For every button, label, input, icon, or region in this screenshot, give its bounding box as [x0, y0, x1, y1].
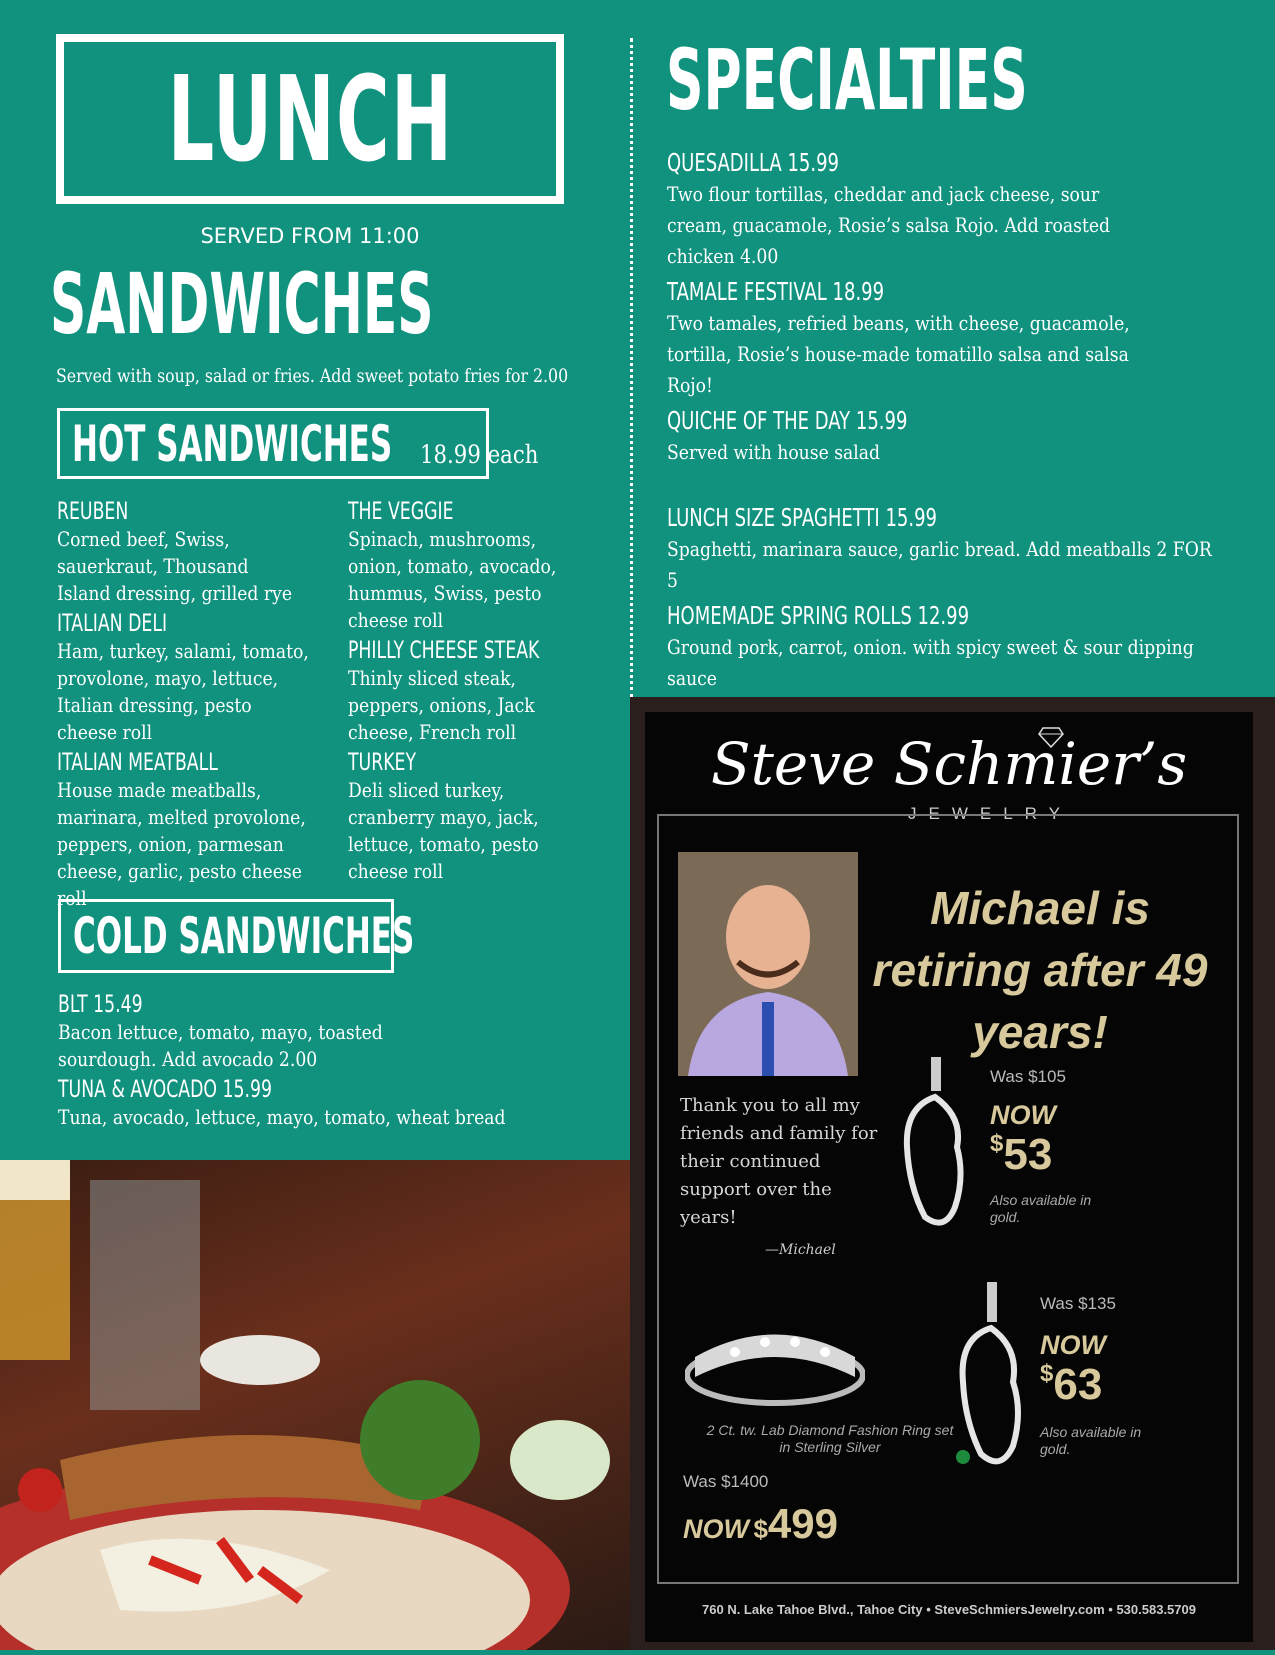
- food-photo: [0, 1160, 630, 1650]
- menu-item: [57, 748, 357, 912]
- portrait-illustration: [678, 852, 858, 1076]
- lunch-title: LUNCH: [167, 50, 453, 188]
- cold-sandwiches-header: [58, 899, 415, 973]
- specialty-name: TAMALE FESTIVAL 18.99: [667, 277, 885, 306]
- item-name: ITALIAN DELI: [57, 609, 168, 637]
- price-amount: 63: [1053, 1360, 1103, 1409]
- food-photo-illustration: [0, 1160, 630, 1650]
- ad-thank-you: Thank you to all my friends and family for their continued support over the years!: [680, 1095, 878, 1228]
- item-description: Ham, turkey, salami, tomato, provolone, mayo, lettuce, Italian dressing, pesto cheese roll: [57, 639, 309, 744]
- hot-sandwiches-title: HOT SANDWICHES: [72, 414, 393, 473]
- ring-now-price: [683, 1500, 838, 1548]
- item-name: PHILLY CHEESE STEAK: [348, 636, 540, 664]
- sandwiches-note: Served with soup, salad or fries. Add sweet potato fries for 2.00: [56, 365, 569, 387]
- lunch-title-box: [56, 34, 564, 204]
- specialty-description: Ground pork, carrot, onion. with spicy sweet & sour dipping sauce: [667, 635, 1194, 690]
- portrait-photo: [678, 852, 858, 1076]
- specialties-title: SPECIALTIES: [666, 31, 1028, 129]
- item-name: BLT 15.49: [58, 990, 143, 1018]
- item-name: TUNA & AVOCADO 15.99: [58, 1075, 273, 1103]
- hot-sandwiches-price: 18.99 each: [420, 440, 539, 469]
- cold-sandwiches-list: [58, 990, 618, 1133]
- offer2-was-price: Was $135: [1040, 1294, 1116, 1313]
- ad-brand: Steve Schmier’s: [710, 730, 1188, 798]
- offer1-now-price: [990, 1130, 1052, 1180]
- sandwiches-title: SANDWICHES: [50, 255, 434, 353]
- pendant-icon: [945, 1282, 1025, 1482]
- item-name: ITALIAN MEATBALL: [57, 748, 218, 776]
- offer2-now-label: NOW: [1040, 1330, 1106, 1360]
- currency-symbol: $: [753, 1514, 768, 1544]
- offer1-was-price: Was $105: [990, 1067, 1066, 1086]
- hot-sandwiches-right: [348, 497, 648, 887]
- item-name: THE VEGGIE: [348, 497, 454, 525]
- offer1-also-available: Also available in gold.: [990, 1192, 1092, 1225]
- specialty-description: Spaghetti, marinara sauce, garlic bread. Add meatballs 2 FOR 5: [667, 537, 1212, 592]
- hot-sandwiches-header: [57, 408, 539, 479]
- item-name: TURKEY: [348, 748, 417, 776]
- item-description: Thinly sliced steak, peppers, onions, Jack cheese, French roll: [348, 666, 535, 744]
- price-amount: 53: [1003, 1130, 1053, 1179]
- item-description: Tuna, avocado, lettuce, mayo, tomato, wheat bread: [58, 1105, 506, 1129]
- cold-sandwiches-title: COLD SANDWICHES: [73, 907, 415, 965]
- item-description: Deli sliced turkey, cranberry mayo, jack, lettuce, tomato, pesto cheese roll: [348, 778, 539, 883]
- specialty-item: [667, 276, 1227, 401]
- specialty-name: LUNCH SIZE SPAGHETTI 15.99: [667, 503, 937, 532]
- specialty-item: [667, 405, 1275, 468]
- specialty-description: Two flour tortillas, cheddar and jack cheese, sour cream, guacamole, Rosie’s salsa Rojo. Add roasted chicken 4.00: [667, 182, 1111, 268]
- specialty-item: [667, 502, 1275, 596]
- ad-footer: 760 N. Lake Tahoe Blvd., Tahoe City • SteveSchmiersJewelry.com • 530.583.5709: [702, 1602, 1196, 1617]
- menu-item: [57, 497, 357, 607]
- ring-now-label: NOW: [683, 1514, 749, 1544]
- hot-sandwiches-left: [57, 497, 357, 914]
- item-name: REUBEN: [57, 497, 129, 525]
- specialty-item: [667, 600, 1275, 694]
- menu-item: [58, 990, 618, 1073]
- currency-symbol: $: [990, 1130, 1004, 1157]
- pendant-icon: [895, 1057, 975, 1237]
- specialty-item: [667, 147, 1207, 272]
- specialty-name: QUESADILLA 15.99: [667, 148, 840, 177]
- item-description: Bacon lettuce, tomato, mayo, toasted sourdough. Add avocado 2.00: [58, 1020, 383, 1071]
- currency-symbol: $: [1040, 1360, 1054, 1387]
- specialty-description: Two tamales, refried beans, with cheese, guacamole, tortilla, Rosie’s house-made tomatillo salsa and salsa Rojo!: [667, 311, 1130, 397]
- specialty-name: HOMEMADE SPRING ROLLS 12.99: [667, 601, 970, 630]
- column-divider: [630, 38, 633, 698]
- diamond-ring-icon: [685, 1317, 865, 1407]
- menu-item: [57, 609, 357, 746]
- menu-item: [348, 497, 648, 634]
- menu-item: [58, 1075, 618, 1131]
- price-amount: 499: [767, 1500, 838, 1547]
- menu-item: [348, 748, 648, 885]
- item-description: House made meatballs, marinara, melted provolone, peppers, onion, parmesan cheese, garlic, pesto cheese roll: [57, 778, 306, 910]
- offer2-also-available: Also available in gold.: [1040, 1424, 1142, 1457]
- ring-was-price: Was $1400: [683, 1472, 769, 1491]
- ad-signature: —Michael: [765, 1242, 836, 1258]
- ring-caption: 2 Ct. tw. Lab Diamond Fashion Ring set in Sterling Silver: [706, 1422, 954, 1455]
- ad-headline: Michael is retiring after 49 years!: [872, 882, 1208, 1058]
- item-description: Corned beef, Swiss, sauerkraut, Thousand Island dressing, grilled rye: [57, 527, 293, 605]
- offer2-now-price: [1040, 1360, 1102, 1410]
- menu-item: [348, 636, 648, 746]
- specialty-description: Served with house salad: [667, 440, 881, 464]
- ad-subbrand: JEWELRY: [908, 804, 1072, 823]
- offer1-now-label: NOW: [990, 1100, 1056, 1130]
- item-description: Spinach, mushrooms, onion, tomato, avocado, hummus, Swiss, pesto cheese roll: [348, 527, 557, 632]
- jewelry-advertisement: [645, 712, 1253, 1642]
- specialty-name: QUICHE OF THE DAY 15.99: [667, 406, 908, 435]
- served-from: SERVED FROM 11:00: [200, 224, 420, 248]
